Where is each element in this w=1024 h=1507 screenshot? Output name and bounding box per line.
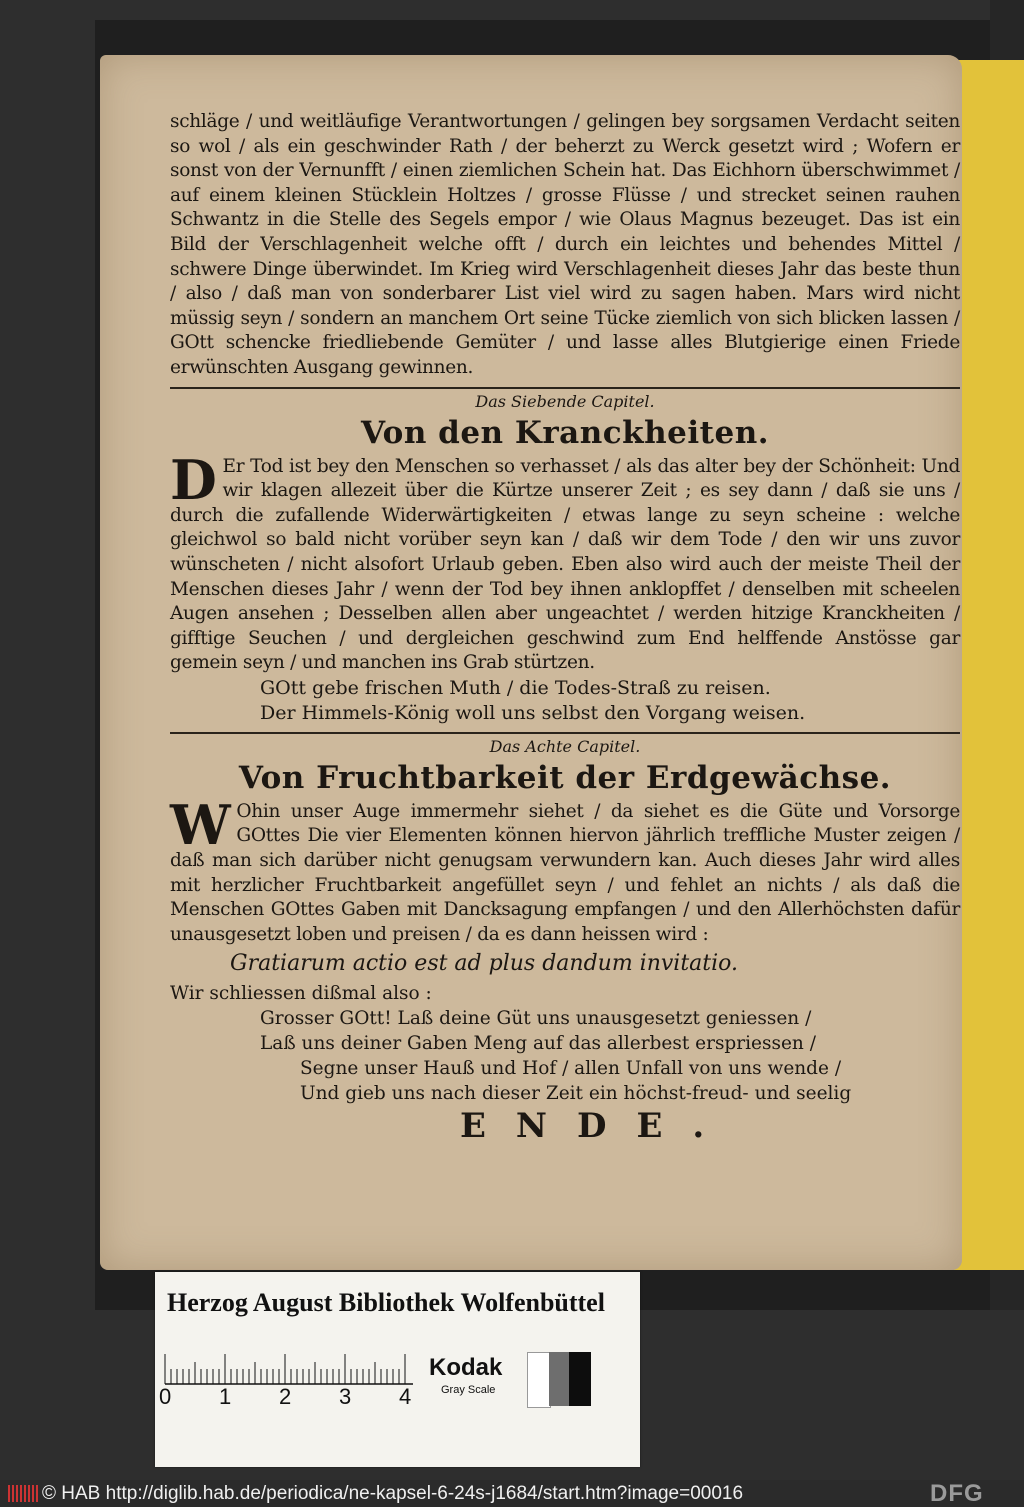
chapter-7-title: Von den Kranckheiten. — [360, 414, 770, 451]
ruler-numbers — [159, 1384, 423, 1414]
ende-mark: ENDE. — [460, 1106, 735, 1147]
chapter-8-heading: Das Achte Capitel. — [489, 736, 641, 756]
chapter-7-heading: Das Siebende Capitel. — [475, 391, 655, 411]
paragraph-3-text: Ohin unser Auge immermehr siehet / da siehet es die Güte und Vorsorge GOttes Die vier Elementen können hiervon jährlich treffliche Muster zeigen / daß man sich darüber nicht genugsam verwundern kan. Auch dieses Jahr wird alles mit herzlicher Fruchtbarkeit angefüllet seyn / und fehlet an nichts / als daß die Menschen GOttes Gaben mit Dancksagung empfangen / und den Allerhöchsten dafür unausgesetzt loben und preisen / da es dann heissen wird : — [170, 800, 960, 945]
closing-intro: Wir schliessen dißmal also : — [170, 983, 432, 1005]
kodak-subtitle: Gray Scale — [441, 1384, 496, 1396]
gray-patch-black — [569, 1352, 591, 1406]
ruler-number: 1 — [219, 1384, 232, 1409]
verse-2-line-1: Grosser GOtt! Laß deine Güt uns unausgesetzt geniessen / — [260, 1008, 812, 1030]
paragraph-2-text: Er Tod ist bey den Menschen so verhasset / als das alter bey der Schönheit: Und wir klagen allezeit über die Kürtze unserer Zeit ; es sey dann / daß sie uns / durch die zufallende Widerwärtigkeiten / etwas lange zu seyn scheine : welche gleichwol so bald nicht vorüber seyn kan / daß wir dem Tode / den wir uns zuvor wünscheten / nicht alsofort Urlaub geben. Eben also wird auch der meiste Theil der Menschen dieses Jahr / wenn der Tod bey ihnen anklopffet / denselben mit scheelen Augen ansehen ; Desselben allen aber ungeachtet / werden hitzige Kranckheiten / gifftige Seuchen / und dergleichen geschwind zum End helffende Anstösse gar gemein seyn / und manchen ins Grab stürtzen. — [170, 455, 960, 674]
ruler-number: 2 — [279, 1384, 292, 1409]
verse-1-line-2: Der Himmels-König woll uns selbst den Vorgang weisen. — [260, 701, 806, 724]
ruler-number: 4 — [399, 1384, 412, 1409]
library-name: Herzog August Bibliothek Wolfenbüttel — [167, 1288, 605, 1317]
paragraph-3 — [170, 792, 960, 948]
verse-2-line-4: Und gieb uns nach dieser Zeit ein höchst-freud- und seelig — [300, 1083, 852, 1105]
footer-url[interactable]: © HAB http://diglib.hab.de/periodica/ne-kapsel-6-24s-j1684/start.htm?image=00016 — [42, 1483, 744, 1504]
ruler-number: 3 — [339, 1384, 352, 1409]
drop-cap: W — [170, 792, 231, 857]
latin-quote: Gratiarum actio est ad plus dandum invitatio. — [230, 951, 739, 977]
divider — [170, 732, 960, 734]
drop-cap: D — [170, 447, 217, 512]
page-text — [170, 110, 960, 1146]
barcode-icon — [8, 1485, 38, 1502]
gray-patch-mid — [549, 1352, 569, 1406]
verse-2-line-2: Laß uns deiner Gaben Meng auf das allerbest erspriessen / — [260, 1033, 816, 1055]
verse-2-line-3: Segne unser Hauß und Hof / allen Unfall von uns wende / — [300, 1058, 842, 1080]
library-label — [155, 1272, 640, 1467]
gray-patch-white — [527, 1352, 551, 1408]
dfg-logo: DFG — [930, 1480, 984, 1507]
kodak-logo: Kodak — [429, 1354, 503, 1381]
paragraph-2 — [170, 447, 960, 676]
verse-1-line-1: GOtt gebe frischen Muth / die Todes-Straß zu reisen. — [260, 676, 771, 699]
ruler-number: 0 — [159, 1384, 172, 1409]
footer-bar — [0, 1480, 1024, 1507]
chapter-8-title: Von Fruchtbarkeit der Erdgewächse. — [238, 759, 892, 796]
paragraph-1: schläge / und weitläufige Verantwortungen / gelingen bey sorgsamen Verdacht seiten so wol / als ein geschwinder Rath / der beherzt zu Werck gesetzt wird ; Wofern er sonst von der Vernunfft / einen ziemlichen Schein hat. Das Eichhorn überschwimmet / auf einem kleinen Stücklein Holtzes / grosse Flüsse / und strecket seinen rauhen Schwantz in die Stelle des Segels empor / wie Olaus Magnus bezeuget. Das ist ein Bild der Verschlagenheit welche offt / durch ein leichtes und behendes Mittel / schwere Dinge überwindet. Im Krieg wird Verschlagenheit dieses Jahr das beste thun / also / daß man von sonderbarer List viel wird zu sagen haben. Mars wird nicht müssig seyn / sondern an manchem Ort seine Tücke ziemlich von sich blicken lassen / GOtt schencke friedliebende Gemüter / und lasse alles Blutgierige einen Friede erwünschten Ausgang gewinnen. — [170, 111, 960, 378]
divider — [170, 387, 960, 389]
